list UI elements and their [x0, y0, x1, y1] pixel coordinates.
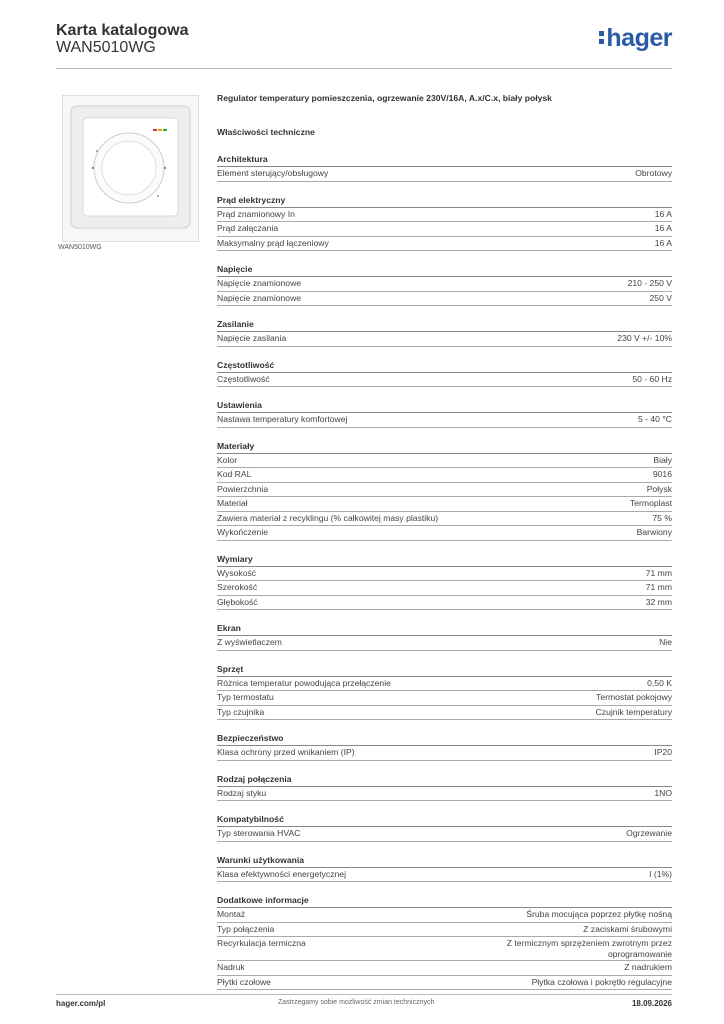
spec-row: [217, 413, 672, 428]
spec-value: IP20: [654, 747, 672, 757]
spec-value: 16 A: [654, 237, 672, 248]
spec-label: Napięcie zasilania: [217, 333, 287, 343]
spec-label: Typ połączenia: [217, 923, 275, 934]
spec-row: [217, 746, 672, 761]
spec-label: Różnica temperatur powodująca przełączenie: [217, 677, 391, 688]
spec-group: [217, 664, 672, 721]
spec-row: [217, 454, 672, 469]
spec-label: Typ sterowania HVAC: [217, 828, 301, 838]
spec-row: [217, 373, 672, 388]
spec-label: Element sterujący/obsługowy: [217, 168, 329, 178]
spec-row: [217, 222, 672, 237]
spec-value: 1NO: [654, 787, 672, 798]
spec-value: Z zaciskami śrubowymi: [583, 923, 672, 934]
spec-value: Płytka czołowa i pokrętło regulacyjne: [531, 976, 672, 987]
spec-label: Klasa efektywności energetycznej: [217, 868, 346, 879]
spec-group-title: Prąd elektryczny: [217, 195, 672, 208]
spec-label: Powierzchnia: [217, 483, 269, 494]
page-header: [56, 20, 672, 68]
product-image: [62, 95, 199, 242]
spec-label: Napięcie znamionowe: [217, 292, 302, 303]
spec-group-title: Napięcie: [217, 264, 672, 277]
spec-row: [217, 868, 672, 883]
spec-label: Typ termostatu: [217, 692, 274, 702]
spec-label: Prąd znamionowy In: [217, 208, 295, 219]
spec-group: [217, 195, 672, 252]
spec-label: Kolor: [217, 454, 238, 465]
spec-label: Materiał: [217, 498, 248, 508]
spec-group-title: Ustawienia: [217, 400, 672, 413]
spec-row: [217, 497, 672, 512]
spec-group-title: Sprzęt: [217, 664, 672, 677]
spec-group: [217, 264, 672, 306]
spec-row: [217, 167, 672, 182]
spec-group: [217, 554, 672, 611]
spec-label: Prąd załączania: [217, 223, 279, 233]
spec-group-title: Ekran: [217, 623, 672, 636]
spec-group: [217, 774, 672, 802]
spec-value: Nie: [659, 637, 672, 647]
spec-value: Obrotowy: [635, 168, 672, 178]
spec-value: Barwiony: [636, 527, 672, 537]
spec-row: [217, 706, 672, 721]
spec-row: [217, 961, 672, 976]
spec-label: Recyrkulacja termiczna: [217, 938, 306, 948]
spec-value: 16 A: [654, 223, 672, 233]
page-title: Karta katalogowa: [56, 22, 189, 39]
spec-row: [217, 208, 672, 223]
spec-group: [217, 360, 672, 388]
spec-row: [217, 787, 672, 802]
spec-group: [217, 441, 672, 541]
thermostat-image: [63, 96, 198, 241]
spec-group-title: Bezpieczeństwo: [217, 733, 672, 746]
spec-label: Głębokość: [217, 596, 258, 607]
spec-label: Klasa ochrony przed wnikaniem (IP): [217, 747, 355, 757]
spec-group: [217, 154, 672, 182]
spec-label: Wykończenie: [217, 527, 269, 537]
section-title: Właściwości techniczne: [217, 127, 315, 137]
spec-row: [217, 567, 672, 582]
spec-row: [217, 292, 672, 307]
spec-value: 250 V: [649, 292, 672, 303]
spec-group-title: Dodatkowe informacje: [217, 895, 672, 908]
spec-row: [217, 976, 672, 991]
spec-value: 32 mm: [645, 596, 672, 607]
spec-label: Częstotliwość: [217, 373, 270, 384]
spec-group-title: Częstotliwość: [217, 360, 672, 373]
footer-date: 18.09.2026: [631, 999, 672, 1008]
spec-label: Napięcie znamionowe: [217, 278, 302, 288]
spec-row: [217, 937, 672, 961]
spec-row: [217, 691, 672, 706]
spec-groups: [217, 154, 672, 990]
hager-logo: [599, 24, 672, 53]
spec-label: Maksymalny prąd łączeniowy: [217, 237, 329, 248]
spec-group-title: Zasilanie: [217, 319, 672, 332]
spec-group: [217, 623, 672, 651]
spec-value: Z termicznym sprzężeniem zwrotnym przez oprogramowanie: [506, 938, 672, 959]
spec-label: Wysokość: [217, 567, 257, 578]
spec-row: [217, 237, 672, 252]
image-caption: WAN5010WG: [58, 244, 102, 251]
spec-row: [217, 923, 672, 938]
spec-row: [217, 908, 672, 923]
spec-label: Płytki czołowe: [217, 976, 271, 987]
spec-value: Połysk: [646, 483, 672, 494]
spec-label: Zawiera materiał z recyklingu (% całkowitej masy plastiku): [217, 512, 439, 523]
spec-group: [217, 814, 672, 842]
spec-group-title: Warunki użytkowania: [217, 855, 672, 868]
spec-value: 230 V +/- 10%: [617, 333, 672, 343]
spec-value: 5 - 40 °C: [637, 414, 672, 424]
spec-value: 75 %: [652, 512, 672, 523]
spec-group-title: Rodzaj połączenia: [217, 774, 672, 787]
spec-value: 71 mm: [645, 567, 672, 578]
spec-group: [217, 895, 672, 990]
spec-value: Termostat pokojowy: [596, 692, 672, 702]
spec-value: Śruba mocująca poprzez płytkę nośną: [526, 909, 672, 919]
footer-divider: [56, 994, 672, 995]
spec-value: 9016: [652, 469, 672, 479]
spec-group-title: Materiały: [217, 441, 672, 454]
spec-label: Montaż: [217, 909, 246, 919]
spec-row: [217, 596, 672, 611]
logo-text: hager: [606, 24, 672, 52]
spec-row: [217, 512, 672, 527]
spec-value: 16 A: [654, 208, 672, 219]
footer-website[interactable]: hager.com/pl: [56, 999, 106, 1008]
spec-row: [217, 277, 672, 292]
spec-value: Termoplast: [629, 498, 672, 508]
spec-content: [217, 93, 672, 990]
spec-value: 0,50 K: [647, 677, 672, 688]
spec-label: Z wyświetlaczem: [217, 637, 282, 647]
spec-label: Rodzaj styku: [217, 787, 267, 798]
spec-label: Szerokość: [217, 582, 258, 592]
spec-label: Nadruk: [217, 962, 245, 972]
spec-row: [217, 677, 672, 692]
footer-notice: Zastrzegamy sobie możliwość zmian technicznych: [278, 999, 435, 1006]
spec-row: [217, 332, 672, 347]
spec-value: 71 mm: [645, 582, 672, 592]
spec-value: 50 - 60 Hz: [632, 373, 672, 384]
spec-group-title: Architektura: [217, 154, 672, 167]
spec-group: [217, 733, 672, 761]
spec-row: [217, 526, 672, 541]
spec-row: [217, 581, 672, 596]
spec-row: [217, 468, 672, 483]
spec-label: Kod RAL: [217, 469, 252, 479]
spec-group: [217, 400, 672, 428]
product-description: Regulator temperatury pomieszczenia, ogrzewanie 230V/16A, A.x/C.x, biały połysk: [217, 93, 552, 103]
spec-value: Z nadrukiem: [624, 962, 672, 972]
header-divider: [56, 68, 672, 69]
spec-value: Ogrzewanie: [626, 828, 672, 838]
spec-row: [217, 483, 672, 498]
spec-value: I (1%): [649, 868, 672, 879]
spec-row: [217, 827, 672, 842]
spec-group-title: Kompatybilność: [217, 814, 672, 827]
spec-row: [217, 636, 672, 651]
spec-value: Biały: [653, 454, 672, 465]
spec-value: 210 - 250 V: [627, 278, 672, 288]
product-code: WAN5010WG: [56, 39, 156, 56]
spec-group: [217, 855, 672, 883]
spec-label: Nastawa temperatury komfortowej: [217, 414, 348, 424]
spec-group-title: Wymiary: [217, 554, 672, 567]
spec-label: Typ czujnika: [217, 706, 265, 717]
spec-value: Czujnik temperatury: [595, 706, 672, 717]
spec-group: [217, 319, 672, 347]
